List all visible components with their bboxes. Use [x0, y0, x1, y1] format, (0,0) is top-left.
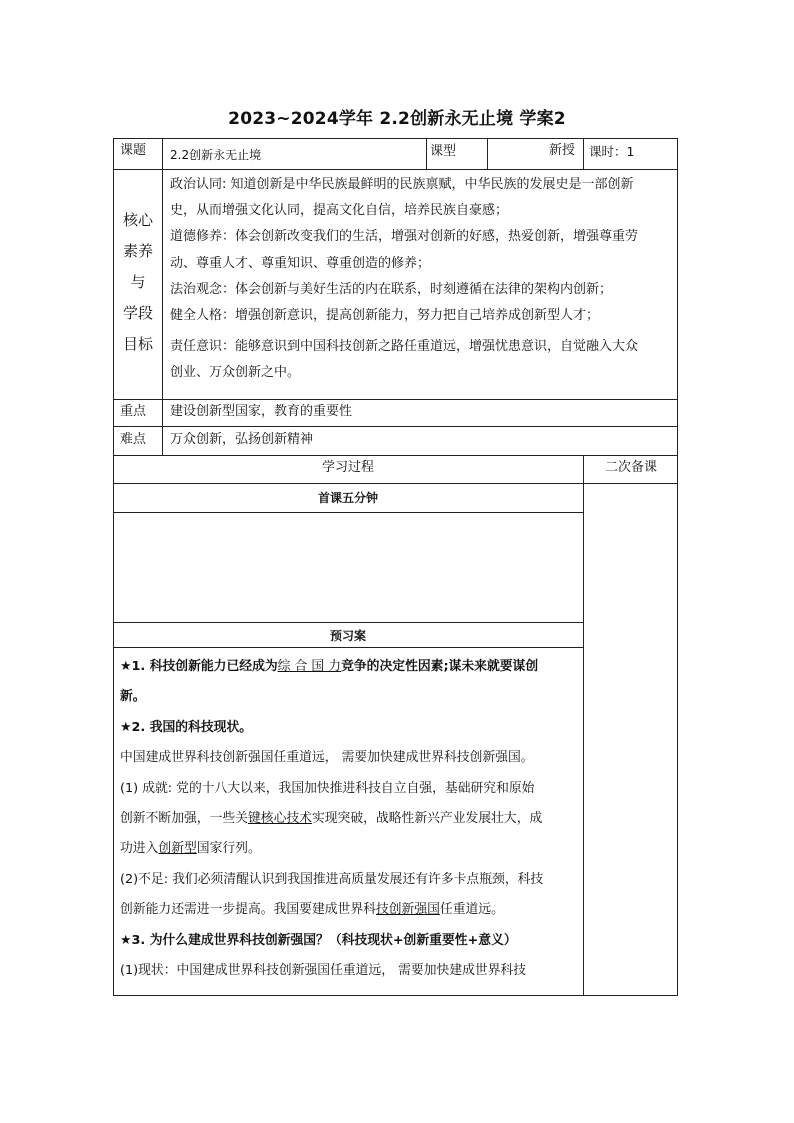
paragraph: 创新不断加强，一些关键核心技术实现突破，战略性新兴产业发展壮大，成: [120, 811, 543, 827]
process-header: 学习过程: [321, 460, 374, 475]
topic-label: 课题: [120, 143, 147, 158]
objective-line: 创业、万众创新之中。: [170, 365, 301, 381]
question-2: ★2. 我国的科技现状。: [120, 719, 253, 735]
preview-title: 预习案: [329, 629, 366, 643]
first-five-min-title: 首课五分钟: [317, 491, 378, 505]
objective-line: 动、尊重人才、尊重知识、尊重创造的修养；: [170, 255, 431, 271]
hours-value: 课时：1: [589, 144, 635, 159]
objective-line: 政治认同: 知道创新是中华民族最鲜明的民族禀赋，中华民族的发展史是一部创新: [170, 177, 634, 192]
paragraph: 创新能力还需进一步提高。我国要建成世界科技创新强国任重道远。: [120, 902, 504, 918]
question-1: ★1. 科技创新能力已经成为综 合 国 力竞争的决定性因素;谋未来就要谋创: [120, 659, 539, 674]
paragraph: (1)现状：中国建成世界科技创新强国任重道远， 需要加快建成世界科技: [120, 963, 527, 979]
objective-line: 道德修养：体会创新改变我们的生活，增强对创新的好感，热爱创新，增强尊重劳: [170, 229, 639, 245]
type-value: 新授: [549, 143, 576, 158]
paragraph: (1) 成就: 党的十八大以来，我国加快推进科技自立自强，基础研究和原始: [120, 780, 535, 796]
question-3: ★3. 为什么建成世界科技创新强国？（科技现状+创新重要性+意义）: [120, 932, 517, 948]
paragraph: 功进入创新型国家行列。: [120, 841, 261, 857]
objective-line: 法治观念：体会创新与美好生活的内在联系，时刻遵循在法律的架构内创新；: [170, 281, 613, 297]
objective-line: 史，从而增强文化认同，提高文化自信，培养民族自豪感；: [170, 203, 509, 219]
type-label: 课型: [430, 144, 457, 159]
question-1-cont: 新。: [120, 689, 146, 705]
second-prep-header: 二次备课: [604, 460, 657, 475]
objectives-text: [170, 172, 676, 387]
preview-content: [120, 652, 580, 986]
objectives-label: 核心 素养 与 学段 目标: [122, 211, 153, 353]
difficult-point-label: 难点: [120, 432, 147, 447]
topic-value: 2.2创新永无止境: [170, 148, 262, 162]
key-point-label: 重点: [120, 404, 147, 419]
page-title: 2023~2024学年 2.2创新永无止境 学案2: [228, 109, 566, 129]
objective-line: 健全人格：增强创新意识，提高创新能力，努力把自己培养成创新型人才；: [170, 308, 600, 324]
paragraph: (2)不足: 我们必须清醒认识到我国推进高质量发展还有许多卡点瓶颈，科技: [120, 871, 544, 887]
difficult-point-value: 万众创新，弘扬创新精神: [170, 432, 314, 447]
key-point-value: 建设创新型国家，教育的重要性: [170, 404, 353, 419]
paragraph: 中国建成世界科技创新强国任重道远， 需要加快建成世界科技创新强国。: [120, 750, 534, 766]
objective-line: 责任意识：能够意识到中国科技创新之路任重道远，增强忧患意识，自觉融入大众: [170, 339, 639, 355]
